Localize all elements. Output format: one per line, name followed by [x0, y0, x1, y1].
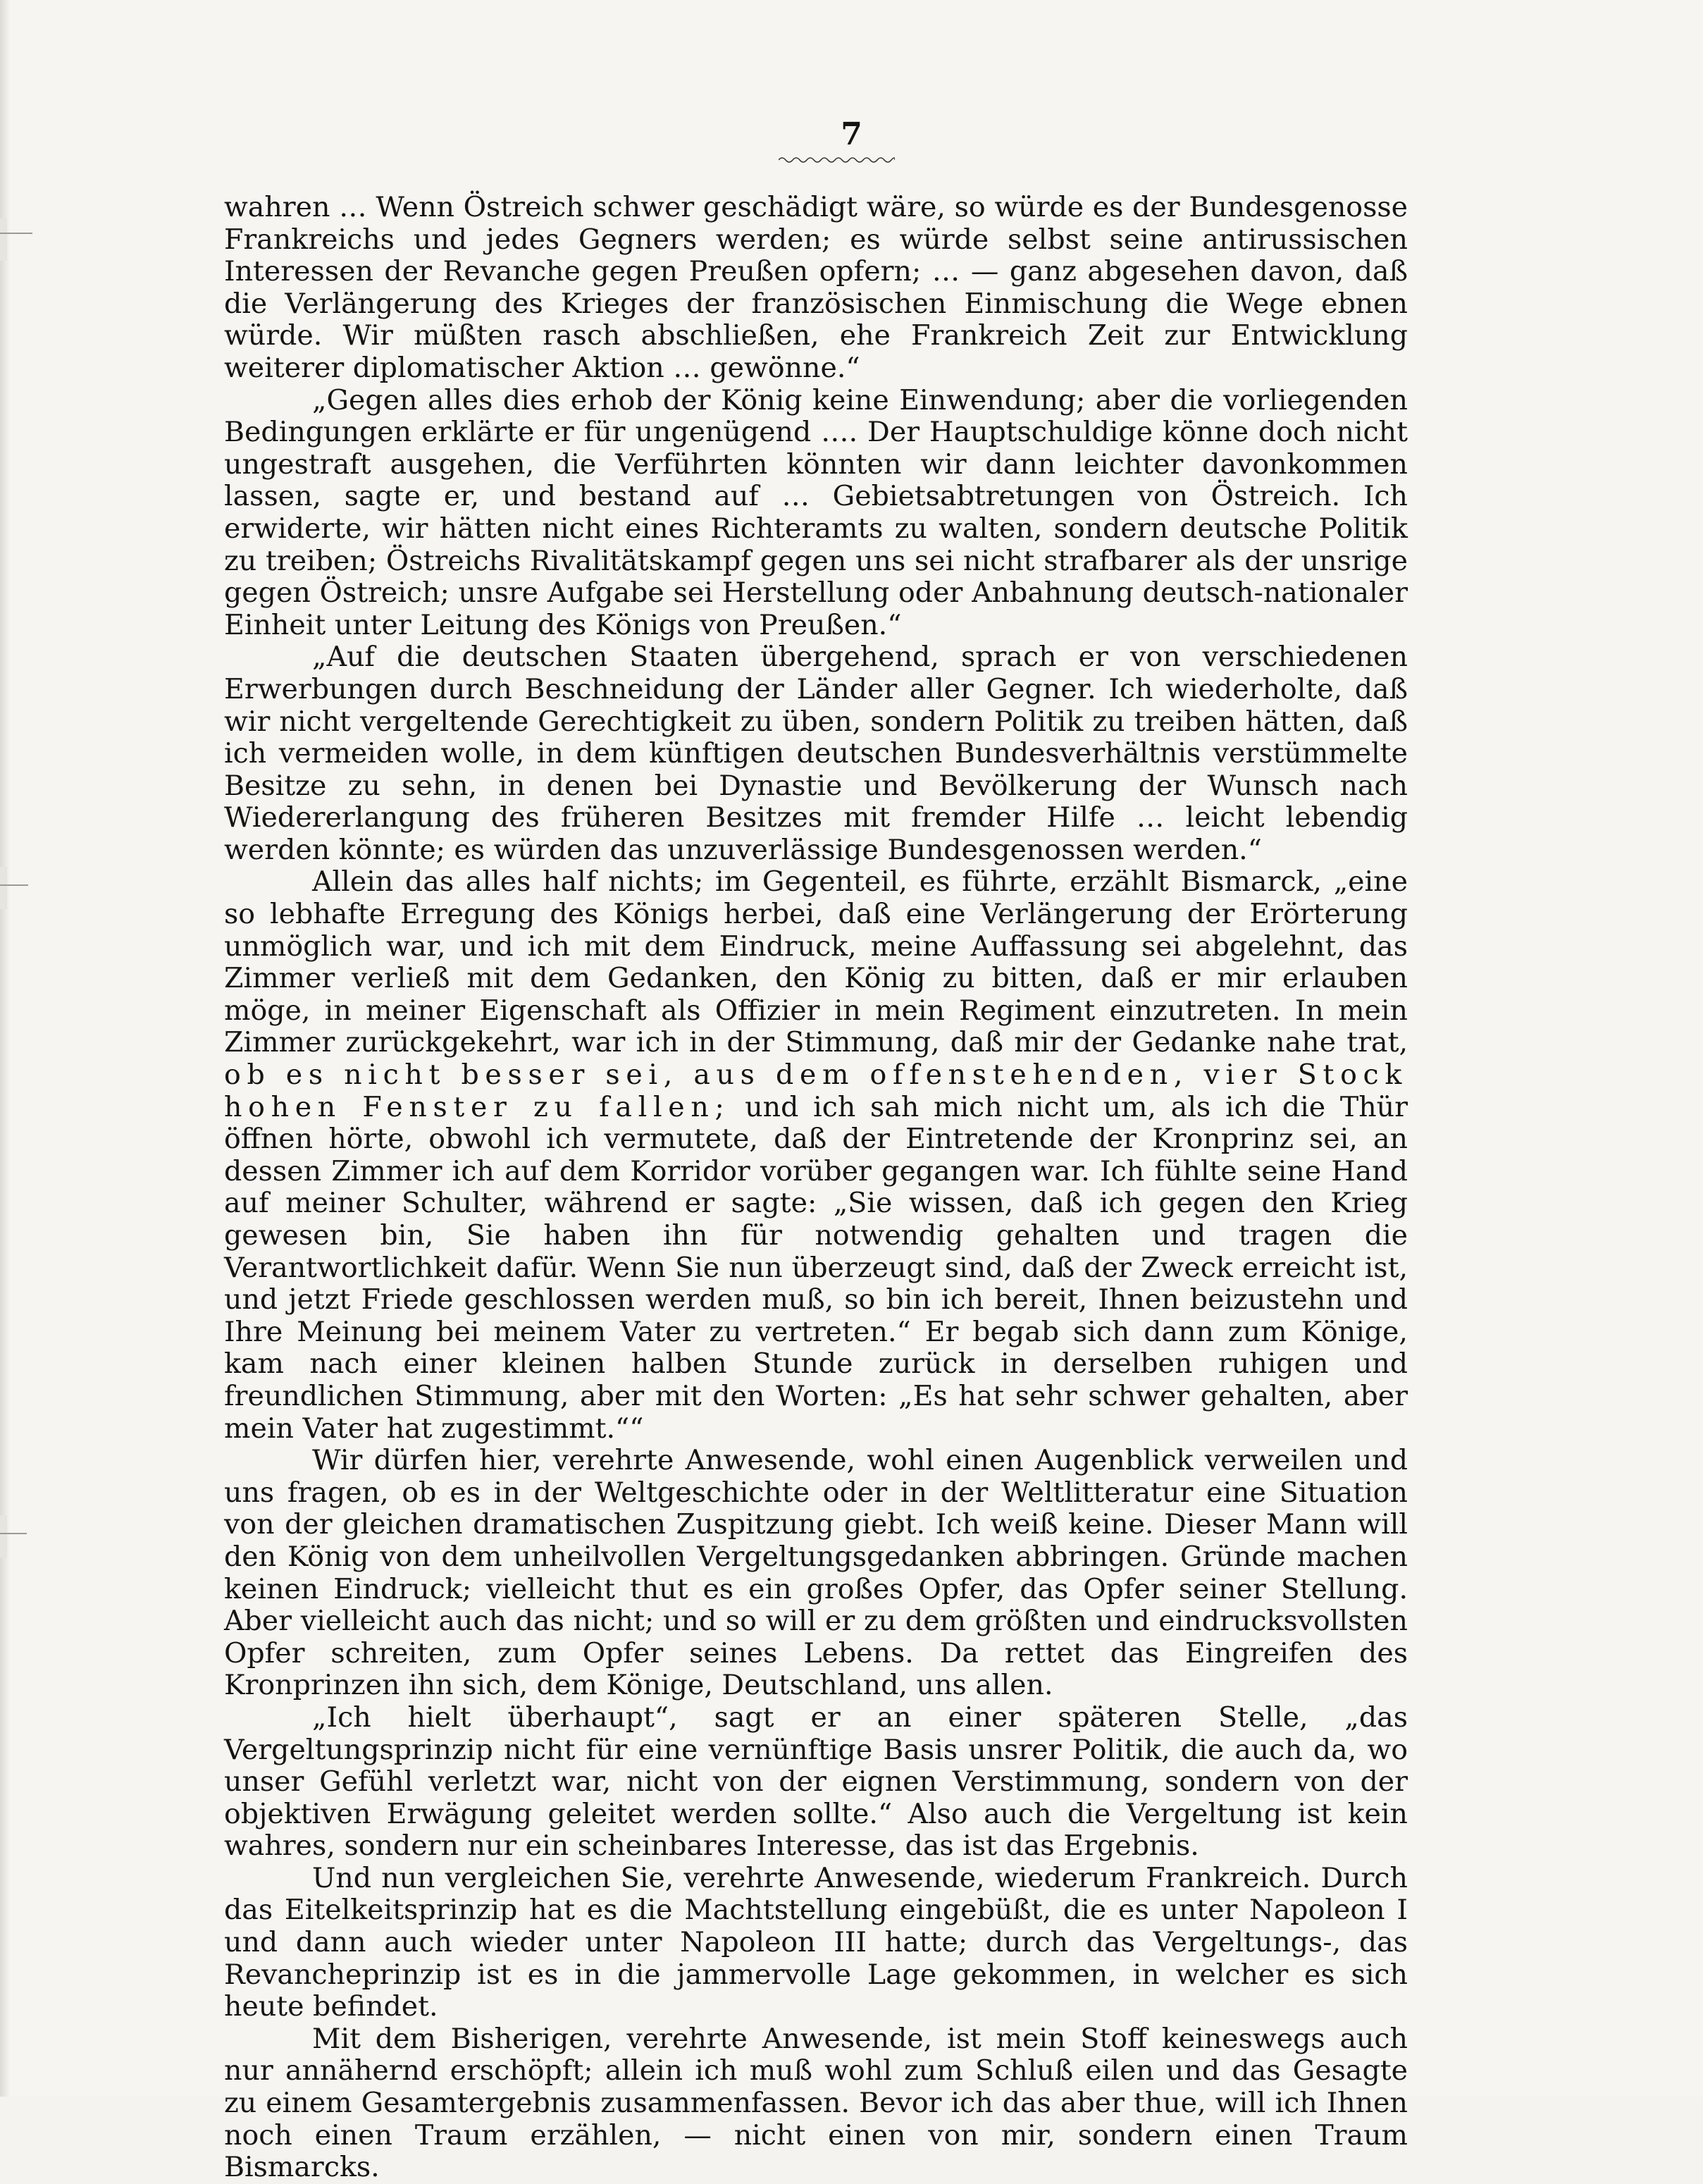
paragraph: Mit dem Bisherigen, verehrte Anwesende, ist mein Stoff keineswegs auch nur annähernd erschöpft; allein ich muß wohl zum Schluß eilen und das Gesagte zu einem Gesamtergebnis zusammenfassen. Bevor ich das aber thue, will ich Ihnen noch einen Traum erzählen, — nicht einen von mir, sondern einen Traum Bismarcks. — [224, 2022, 1408, 2184]
paragraph: Wir dürfen hier, verehrte Anwesende, wohl einen Augenblick verweilen und uns fragen, ob es in der Weltgeschichte oder in der Weltlitteratur eine Situation von der gleichen dramatischen Zuspitzung giebt. Ich weiß keine. Dieser Mann will den König von dem unheilvollen Vergeltungsgedanken abbringen. Gründe machen keinen Eindruck; vielleicht thut es ein großes Opfer, das Opfer seiner Stellung. Aber vielleicht auch das nicht; und so will er zu dem größten und eindrucksvollsten Opfer schreiten, zum Opfer seines Lebens. Da rettet das Eingreifen des Kronprinzen ihn sich, dem Könige, Deutschland, uns allen. — [224, 1444, 1408, 1702]
ornament-rule-icon — [779, 155, 895, 165]
page-edge-shadow — [0, 0, 10, 2097]
body-text — [224, 192, 1408, 2184]
paragraph: wahren … Wenn Östreich schwer geschädigt wäre, so würde es der Bundesgenosse Frankreichs und jedes Gegners werden; es würde selbst seine antirussischen Interessen der Revanche gegen Preußen opfern; … — ganz abgesehen davon, daß die Verlängerung des Krieges der französischen Einmischung die Wege ebnen würde. Wir müßten rasch abschließen, ehe Frankreich Zeit zur Entwicklung weiterer diplomatischer Aktion … gewönne.“ — [224, 191, 1408, 384]
paragraph: Und nun vergleichen Sie, verehrte Anwesende, wiederum Frankreich. Durch das Eitelkeitsprinzip hat es die Machtstellung eingebüßt, die es unter Napoleon I und dann auch wieder unter Napoleon III hatte; durch das Vergeltungs-, das Revancheprinzip ist es in die jammervolle Lage gekommen, in welcher es sich heute befindet. — [224, 1861, 1408, 2023]
margin-tick — [0, 884, 28, 886]
paragraph: „Auf die deutschen Staaten übergehend, sprach er von verschiedenen Erwerbungen durch Beschneidung der Länder aller Gegner. Ich wiederholte, daß wir nicht vergeltende Gerechtigkeit zu üben, sondern Politik zu treiben hätten, daß ich vermeiden wolle, in dem künftigen deutschen Bundesverhältnis verstümmelte Besitze zu sehn, in denen bei Dynastie und Bevölkerung der Wunsch nach Wiedererlangung des früheren Besitzes mit fremder Hilfe … leicht lebendig werden könnte; es würden das unzuverlässige Bundesgenossen werden.“ — [224, 641, 1408, 866]
binding-mark — [0, 1515, 7, 1557]
paragraph-text: und ich sah mich nicht um, als ich die Thür öffnen hörte, obwohl ich vermutete, daß der Eintretende der Kronprinz sei, an dessen Zimmer ich auf dem Korridor vorüber gegangen war. Ich fühlte seine Hand auf meiner Schulter, während er sagte: „Sie wissen, daß ich gegen den Krieg gewesen bin, Sie haben ihn für notwendig gehalten und tragen die Verantwortlichkeit dafür. Wenn Sie nun überzeugt sind, daß der Zweck erreicht ist, und jetzt Friede geschlossen werden muß, so bin ich bereit, Ihnen beizustehn und Ihre Meinung bei meinem Vater zu vertreten.“ Er begab sich dann zum Könige, kam nach einer kleinen halben Stunde zurück in derselben ruhigen und freundlichen Stimmung, aber mit den Worten: „Es hat sehr schwer gehalten, aber mein Vater hat zugestimmt.““ — [224, 1090, 1408, 1445]
binding-mark — [0, 867, 7, 909]
emphasized-text: ob es nicht besser sei, aus dem offenstehenden, vier Stock hohen Fenster zu fallen; — [224, 1059, 1408, 1123]
margin-tick — [0, 1533, 27, 1534]
margin-tick — [0, 233, 32, 234]
binding-mark — [0, 218, 7, 261]
paragraph — [224, 866, 1408, 1445]
paragraph-text: Allein das alles half nichts; im Gegenteil, es führte, erzählt Bismarck, „eine so lebhafte Erregung des Königs herbei, daß eine Verlängerung der Erörterung unmöglich war, und ich mit dem Eindruck, meine Auffassung sei abgelehnt, das Zimmer verließ mit dem Gedanken, den König zu bitten, daß er mir erlauben möge, in meiner Eigenschaft als Offizier in mein Regiment einzutreten. In mein Zimmer zurückgekehrt, war ich in der Stimmung, daß mir der Gedanke nahe trat, — [224, 865, 1408, 1059]
paragraph: „Gegen alles dies erhob der König keine Einwendung; aber die vorliegenden Bedingungen erklärte er für ungenügend …. Der Hauptschuldige könne doch nicht ungestraft ausgehen, die Verführten könnten wir dann leichter davonkommen lassen, sagte er, und bestand auf … Gebietsabtretungen von Östreich. Ich erwiderte, wir hätten nicht eines Richteramts zu walten, sondern deutsche Politik zu treiben; Östreichs Rivalitätskampf gegen uns sei nicht strafbarer als der unsrige gegen Östreich; unsre Aufgabe sei Herstellung oder Anbahnung deutsch-nationaler Einheit unter Leitung des Königs von Preußen.“ — [224, 383, 1408, 641]
page-number: 7 — [841, 116, 862, 152]
paragraph: „Ich hielt überhaupt“, sagt er an einer späteren Stelle, „das Vergeltungsprinzip nicht für eine vernünftige Basis unsrer Politik, die auch da, wo unser Gefühl verletzt war, nicht von der eignen Verstimmung, sondern von der objektiven Erwägung geleitet werden sollte.“ Also auch die Vergeltung ist kein wahres, sondern nur ein scheinbares Interesse, das ist das Ergebnis. — [224, 1701, 1408, 1863]
